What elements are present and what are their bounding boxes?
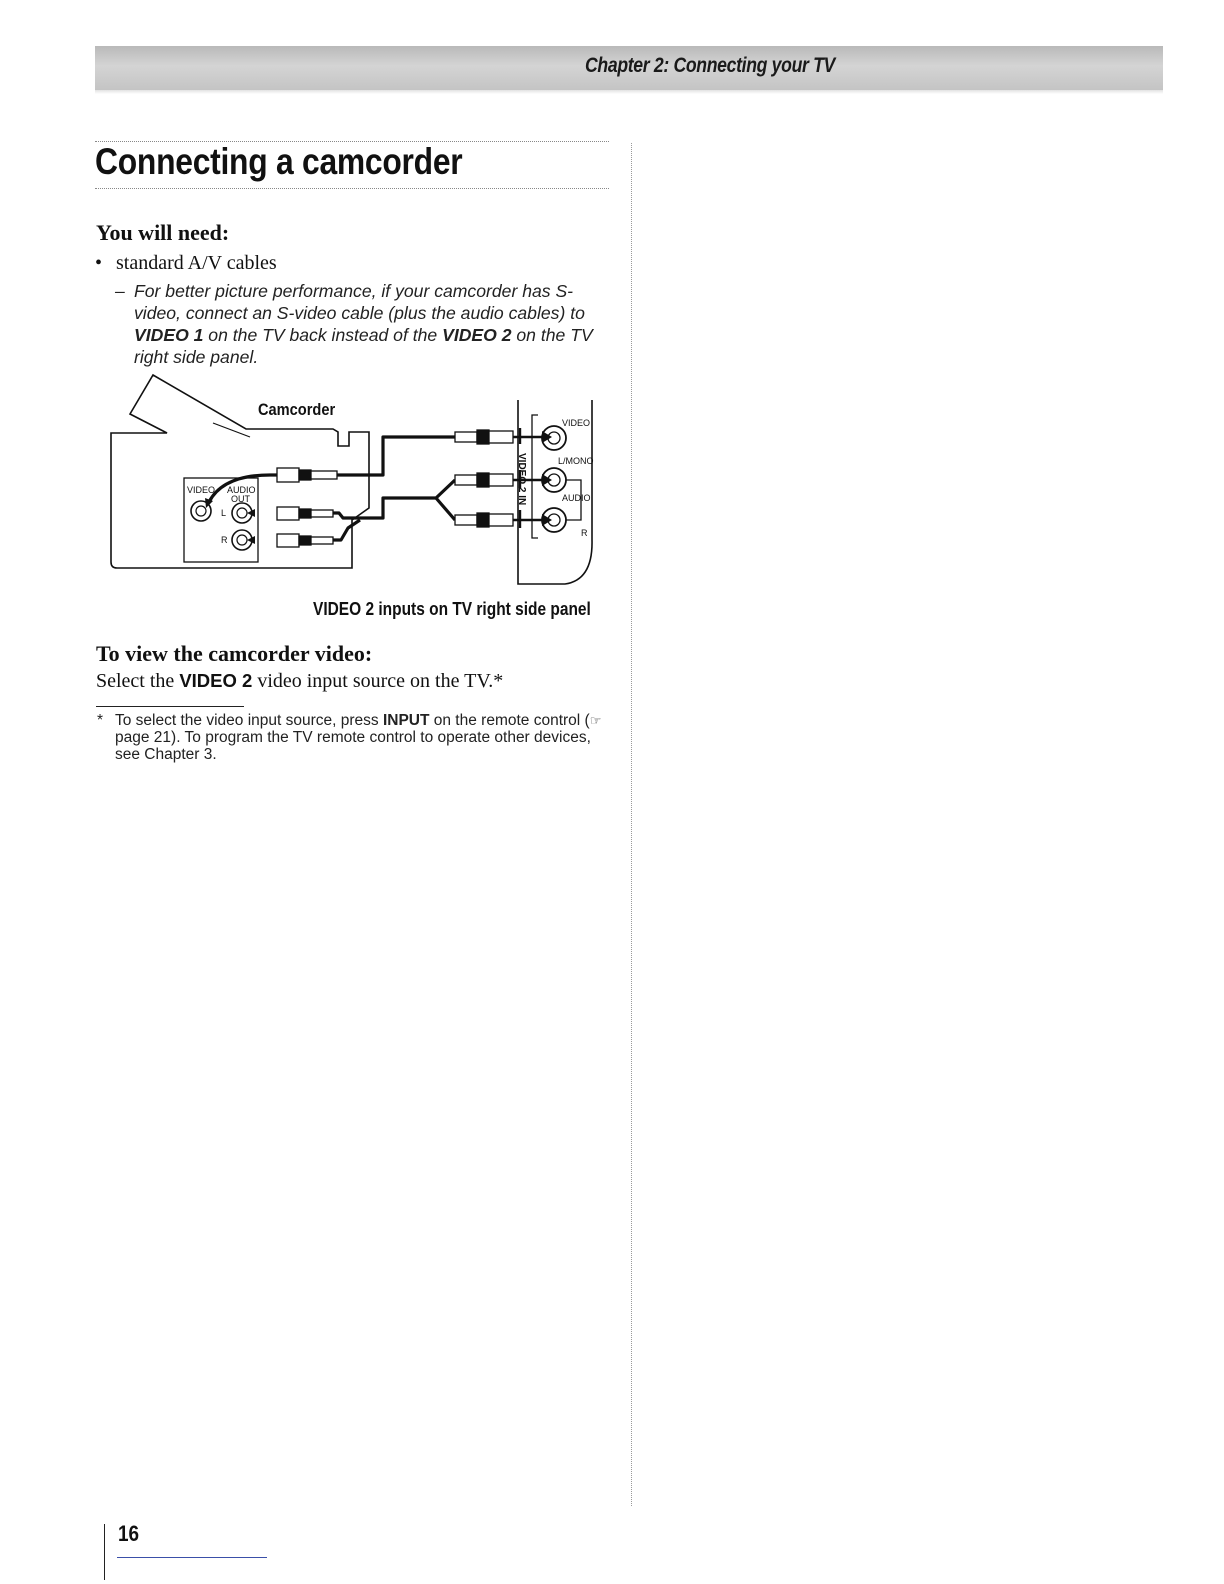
tv-vertical-label: VIDEO 2 IN [516,453,527,506]
pointing-hand-icon: ☞ [589,713,602,728]
svideo-note-text: For better picture performance, if your camcorder has S-video, connect an S-video cable (plus the audio cables) to VIDEO 1 on the TV back instead of the VIDEO 2 on the TV right side panel. [134,281,593,367]
bullet-icon: • [95,252,103,274]
video1-emphasis: VIDEO 1 [134,325,204,345]
needs-heading: You will need: [96,220,230,245]
tv-video-label: VIDEO [562,418,591,428]
chapter-title: Chapter 2: Connecting your TV [585,54,835,77]
needs-list-item [95,252,277,275]
footnote [97,712,617,763]
needs-item-text: standard A/V cables [116,252,277,274]
page-number-bar [104,1524,105,1580]
video2-input-emphasis: VIDEO 2 [179,670,253,691]
cam-out-label: OUT [231,494,250,504]
view-heading: To view the camcorder video: [96,641,373,666]
tv-r-label: R [581,528,588,538]
chapter-header-band [95,46,1163,90]
page-number: 16 [118,1521,140,1546]
connection-diagram [105,370,600,595]
footnote-marker: * [97,712,104,729]
diagram-caption: VIDEO 2 inputs on TV right side panel [313,599,591,619]
input-button-emphasis: INPUT [382,712,430,729]
cam-r-label: R [221,535,228,545]
cam-l-label: L [221,508,227,518]
column-divider [631,143,632,1506]
cam-audio-label: AUDIO [227,485,256,495]
page-number-underline [117,1557,267,1558]
dash-icon: – [115,281,125,301]
page-title: Connecting a camcorder [95,141,463,182]
tv-audio-label: AUDIO [562,493,591,503]
svideo-note [115,280,615,368]
cam-video-label: VIDEO [187,485,216,495]
footnote-rule [96,706,244,707]
footnote-text: To select the video input source, press INPUT on the remote control (☞ page 21). To program the TV remote control to operate other devices, see Chapter 3. [115,712,602,763]
camcorder-label: Camcorder [258,401,336,420]
view-instruction: Select the VIDEO 2 video input source on the TV.* [96,670,504,692]
tv-lmono-label: L/MONO [558,456,594,466]
video2-emphasis: VIDEO 2 [442,325,512,345]
title-rule-bottom [95,188,609,189]
